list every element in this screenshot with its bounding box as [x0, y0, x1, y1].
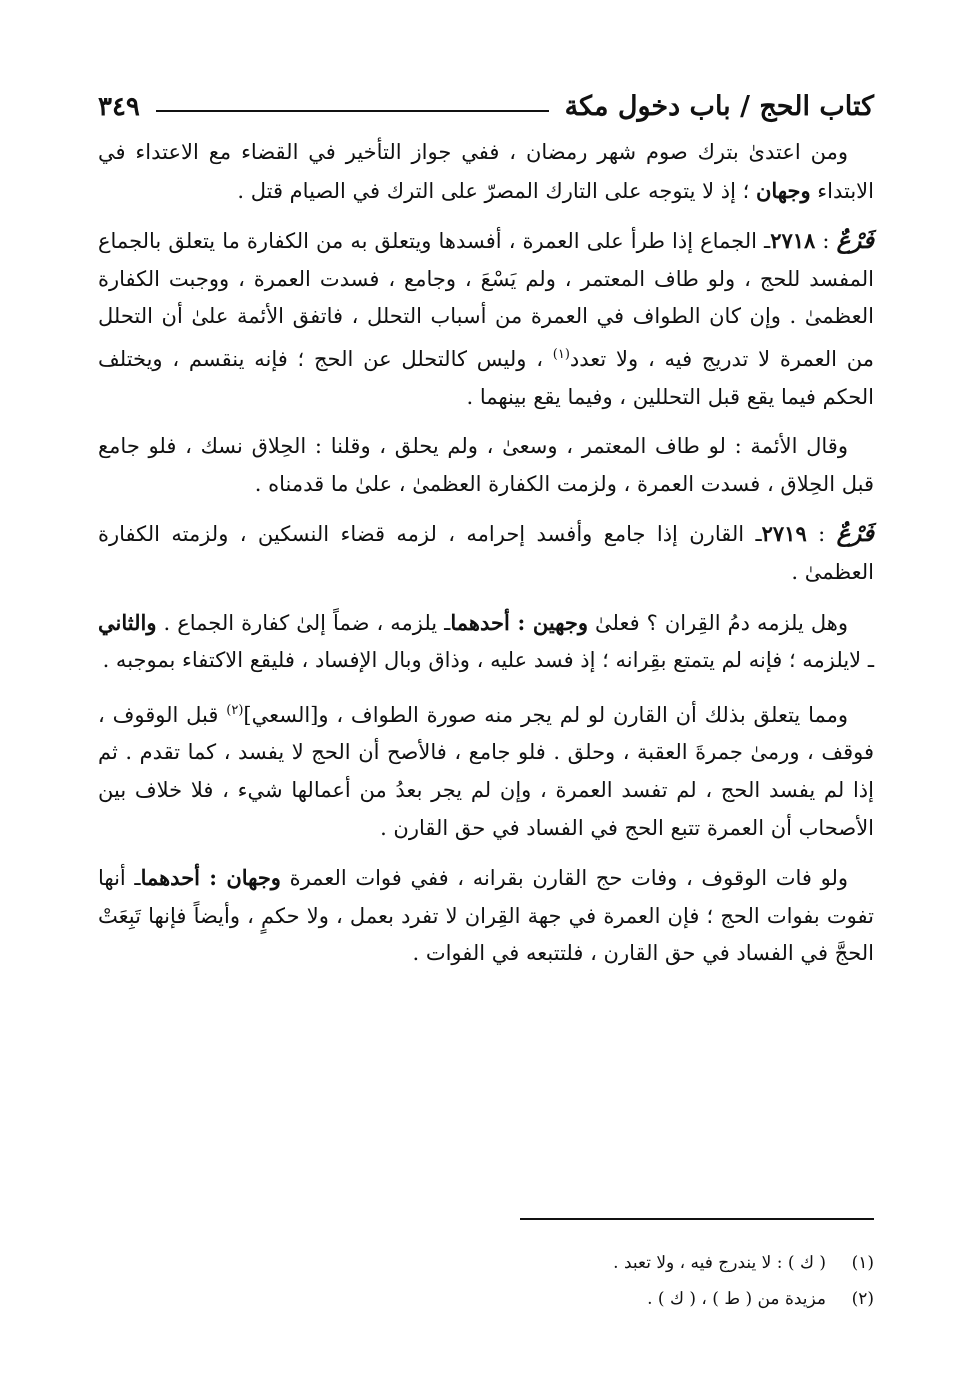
paragraph-2: فَرْعٌ : ٢٧١٨ـ الجماع إذا طرأ على العمرة ، أفسدها ويتعلق به من الكفارة ما يتعلق بالجماع المفسد للحج ، ولو طاف المعتمر ، ولم يَسْعَ ، وجامع ، فسدت العمرة ، ووجبت الكفارة العظمىٰ . وإن كان الطواف في العمرة من أسباب التحلل ، فاتفق الأئمة علىٰ أن التحلل من العمرة لا تدريج فيه ، ولا تعدد$^{(١)}$ ، وليس كالتحلل عن الحج ؛ فإنه ينقسم ، ويختلف الحكم فيما يقع قبل التحللين ، وفيما يقع بينهما .	[98, 227, 874, 409]
page-header	[98, 82, 874, 122]
paragraph-3: وقال الأئمة : لو طاف المعتمر ، وسعىٰ ، ولم يحلق ، وقلنا : الحِلاق نسك ، فلو جامع قبل الحِلاق ، فسدت العمرة ، ولزمت الكفارة العظمىٰ ، علىٰ ما قدمناه .	[98, 434, 874, 496]
page-number: ٣٤٩	[98, 92, 140, 122]
header-rule	[156, 110, 549, 112]
bold-term: وجهان : أحدهما	[140, 865, 281, 891]
footnote-ref-2[interactable]: (٢)	[226, 702, 244, 718]
far-heading: فَرْعٌ	[836, 227, 874, 255]
footnote-2	[300, 1281, 874, 1317]
issue-number: ٢٧١٩	[761, 521, 807, 547]
bold-term: وجهين : أحدهما	[450, 609, 588, 635]
footnote-ref-1[interactable]: (١)	[552, 346, 570, 362]
main-text	[98, 134, 874, 985]
issue-number: ٢٧١٨	[770, 228, 816, 254]
footnote-text: مزيدة من ( ط ) ، ( ك ) .	[647, 1289, 826, 1309]
paragraph-5: وهل يلزمه دمُ القِران ؟ فعلىٰ وجهين : أحدهماـ يلزمه ، ضماً إلىٰ كفارة الجماع . والثاني ـ لايلزمه ؛ فإنه لم يتمتع بقِرانه ؛ إذ فسد عليه ، وذاق وبال الإفساد ، فليقع الاكتفاء بموجبه .	[98, 609, 874, 673]
bold-term: والثاني	[98, 609, 157, 635]
paragraph-6: ومما يتعلق بذلك أن القارن لو لم يجر منه صورة الطواف ، و[السعي]$^{(٢)}$ قبل الوقوف ، فوقف ، ورمىٰ جمرةَ العقبة ، وحلق . فلو جامع ، فالأصح أن الحج لا يفسد ، كما تقدم . ثم إذا لم يفسد الحج ، لم تفسد العمرة ، وإن لم يجر بعدُ من أعمالها شيء ، فلا خلاف بين الأصحاب أن العمرة تتبع الحج في الفساد في حق القارن .	[98, 702, 874, 840]
running-title: كتاب الحج / باب دخول مكة	[564, 91, 874, 122]
bold-term: وجهان	[755, 177, 811, 203]
footnote-mark: (٢)	[851, 1289, 874, 1309]
paragraph-4: فَرْعٌ : ٢٧١٩ـ القارن إذا جامع وأفسد إحرامه ، لزمه قضاء النسكين ، ولزمته الكفارة العظمىٰ .	[98, 520, 874, 584]
footnote-mark: (١)	[851, 1253, 874, 1273]
footnotes	[300, 1245, 874, 1317]
footnote-divider	[520, 1218, 874, 1220]
paragraph-7: ولو فات الوقوف ، وفات حج القارن بقرانه ، ففي فوات العمرة وجهان : أحدهماـ أنها تفوت بفوات الحج ؛ فإن العمرة في جهة القِران لا تفرد بعمل ، ولا حكمٍ ، وأيضاً فإنها تَبِعَتْ الحجَّ في الفساد في حق القارن ، فلتتبعه في الفوات .	[98, 865, 874, 966]
footnote-text: ( ك ) : لا يندرج فيه ، ولا تعبد .	[613, 1253, 826, 1273]
paragraph-1: ومن اعتدىٰ بترك صوم شهر رمضان ، ففي جواز التأخير في القضاء مع الاعتداء في الابتداء وجهان ؛ إذ لا يتوجه على التارك المصرّ على الترك في الصيام قتل .	[98, 140, 874, 203]
footnote-1	[300, 1245, 874, 1281]
far-heading: فَرْعٌ	[836, 520, 874, 548]
